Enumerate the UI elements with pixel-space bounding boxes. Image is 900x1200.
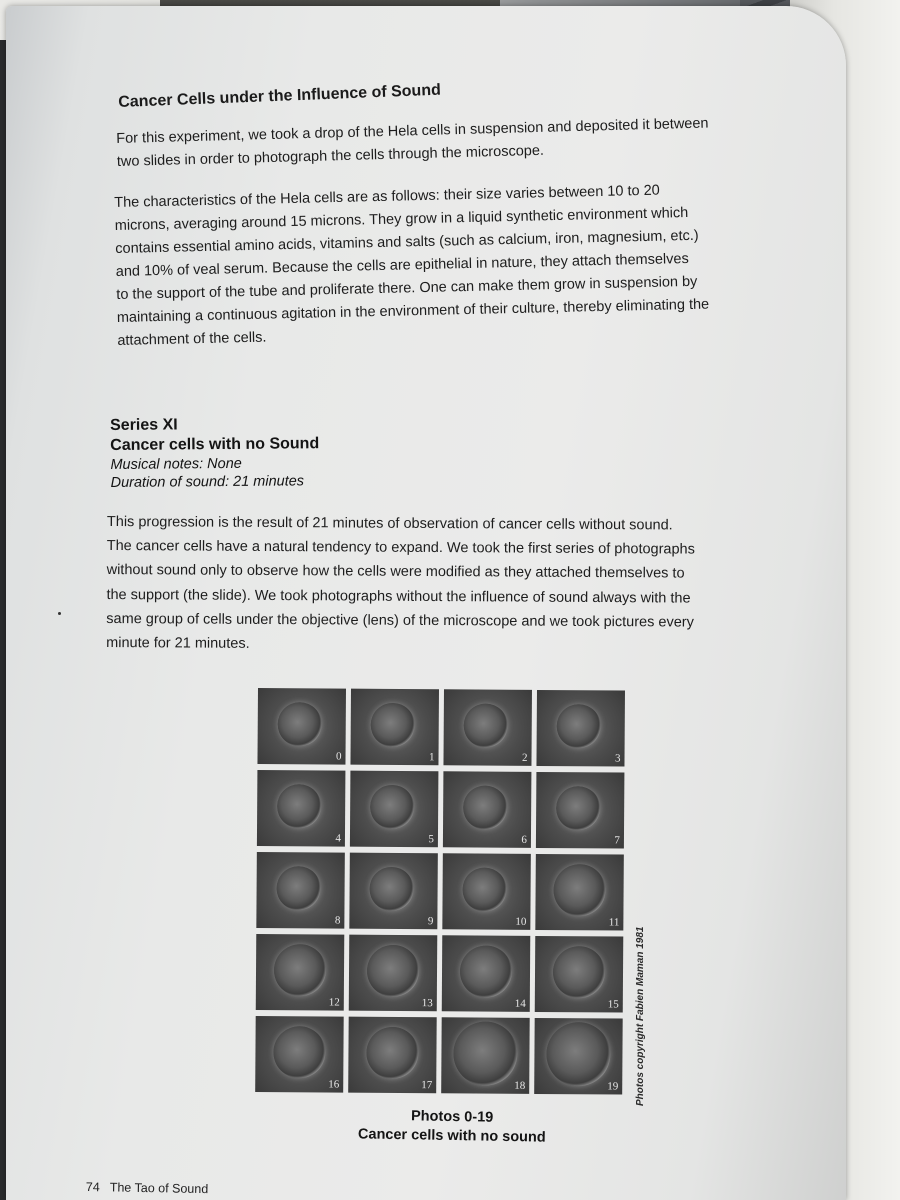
cell-photo bbox=[257, 688, 346, 765]
photo-number: 0 bbox=[335, 750, 342, 763]
photo-grid bbox=[255, 688, 628, 1105]
cell-image bbox=[556, 786, 600, 830]
cell-image bbox=[273, 1026, 325, 1078]
page-number: 74 bbox=[85, 1180, 100, 1195]
cell-photo bbox=[350, 689, 439, 766]
photo-number: 15 bbox=[607, 998, 619, 1011]
cell-image bbox=[277, 784, 321, 828]
cell-photo bbox=[536, 690, 625, 767]
cell-image bbox=[453, 1021, 517, 1085]
photo-caption bbox=[342, 1106, 563, 1148]
cell-photo bbox=[442, 935, 531, 1012]
cell-photo bbox=[349, 935, 438, 1012]
series-header bbox=[110, 414, 320, 492]
caption-line-2: Cancer cells with no sound bbox=[357, 1126, 546, 1146]
section-heading: Cancer Cells under the Influence of Sound bbox=[118, 81, 442, 111]
photo-number: 3 bbox=[614, 752, 621, 765]
cell-image bbox=[464, 703, 508, 747]
cell-image bbox=[557, 704, 601, 748]
photo-number: 5 bbox=[428, 833, 434, 846]
series-title: Cancer cells with no Sound bbox=[110, 435, 320, 454]
cell-photo bbox=[535, 854, 624, 931]
photo-number: 17 bbox=[421, 1079, 433, 1092]
cell-photo bbox=[441, 1017, 530, 1094]
cell-photo bbox=[442, 853, 531, 930]
photo-number: 7 bbox=[614, 834, 620, 847]
cell-photo bbox=[255, 1016, 344, 1093]
photo-number: 13 bbox=[421, 997, 433, 1010]
hela-characteristics-paragraph: The characteristics of the Hela cells are as follows: their size varies between 10 to 20 microns, averaging around 15 microns. They grow in a liquid synthetic environment which contains essential amino acids, vitamins and salts (such as calcium, iron, magnesium, etc.) and 10% of veal serum. Because the cells are epithelial in nature, they attach themselves to the support of the tube and proliferate there. One can make them grow in suspension by maintaining a continuous agitation in the environment of their culture, thereby eliminating the attachment of the cells. bbox=[114, 182, 710, 349]
photo-number: 12 bbox=[328, 996, 340, 1009]
photo-number: 16 bbox=[328, 1078, 340, 1091]
cell-image bbox=[370, 785, 414, 829]
photo-number: 19 bbox=[607, 1080, 619, 1093]
photo-number: 2 bbox=[521, 751, 528, 764]
photo-number: 4 bbox=[335, 832, 341, 845]
cell-image bbox=[463, 785, 507, 829]
cell-photo bbox=[349, 853, 438, 930]
book-page bbox=[6, 6, 846, 1200]
cell-image bbox=[367, 944, 419, 996]
cell-image bbox=[546, 1022, 610, 1086]
photo-number: 6 bbox=[521, 833, 527, 846]
cell-image bbox=[553, 946, 605, 998]
photo-number: 1 bbox=[428, 751, 435, 764]
photo-copyright: Photos copyright Fabien Maman 1981 bbox=[635, 926, 646, 1106]
cell-photo bbox=[535, 936, 624, 1013]
book-title: The Tao of Sound bbox=[109, 1180, 209, 1197]
cell-photo bbox=[536, 772, 625, 849]
photo-number: 8 bbox=[334, 914, 341, 927]
caption-line-1: Photos 0-19 bbox=[410, 1108, 494, 1126]
cell-photo bbox=[534, 1018, 623, 1095]
cell-photo bbox=[256, 852, 345, 929]
cell-image bbox=[366, 1026, 418, 1078]
cell-image bbox=[278, 702, 322, 746]
cell-image bbox=[460, 945, 512, 997]
cell-photo bbox=[257, 770, 346, 847]
musical-notes: Musical notes: None bbox=[110, 455, 242, 473]
intro-paragraph: For this experiment, we took a drop of the Hela cells in suspension and deposited it between two slides in order to photograph the cells through the microscope. bbox=[116, 115, 709, 170]
series-number: Series XI bbox=[110, 416, 178, 434]
cell-photo bbox=[256, 934, 345, 1011]
cell-photo bbox=[348, 1017, 437, 1094]
page-speck bbox=[58, 612, 61, 615]
photo-number: 11 bbox=[608, 916, 620, 929]
photo-number: 18 bbox=[514, 1079, 526, 1092]
photo-number: 14 bbox=[514, 997, 526, 1010]
photo-number: 10 bbox=[515, 915, 527, 928]
page-footer bbox=[86, 1180, 209, 1196]
observation-paragraph: This progression is the result of 21 minutes of observation of cancer cells without sound. The cancer cells have a natural tendency to expand. We took the first series of photographs without sound only to observe how the cells were modified as they attached themselves to the support (the slide). We took photographs without the influence of sound always with the same group of cells under the objective (lens) of the microscope and we took pictures every minute for 21 minutes. bbox=[106, 513, 695, 652]
cell-image bbox=[371, 703, 415, 747]
cell-image bbox=[553, 864, 605, 916]
cell-photo bbox=[443, 771, 532, 848]
cell-photo bbox=[443, 689, 532, 766]
photo-number: 9 bbox=[427, 915, 434, 928]
duration: Duration of sound: 21 minutes bbox=[110, 473, 305, 491]
cell-image bbox=[276, 866, 320, 910]
cell-image bbox=[462, 867, 506, 911]
cell-photo bbox=[350, 771, 439, 848]
cell-image bbox=[369, 867, 413, 911]
cell-image bbox=[274, 944, 326, 996]
